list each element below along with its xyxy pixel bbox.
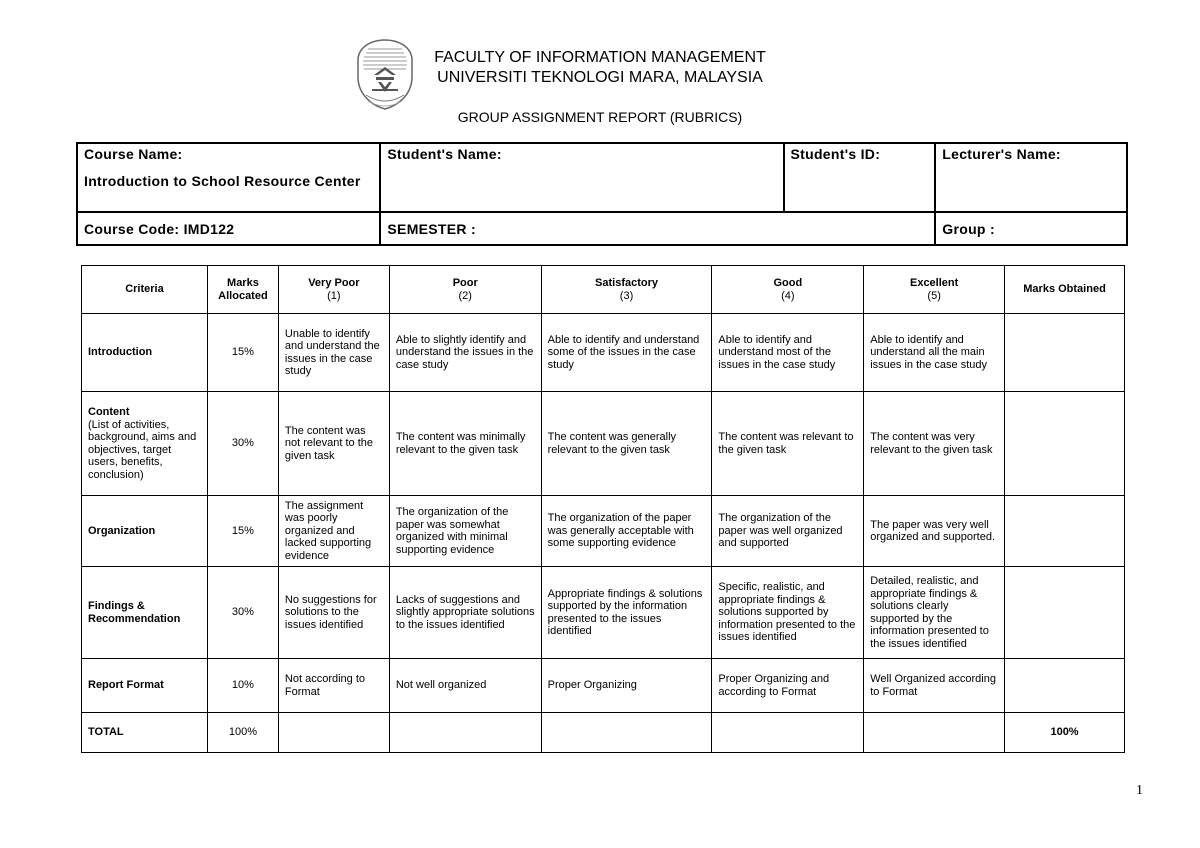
level-cell: Able to slightly identify and understand the issues in the case study	[389, 314, 541, 392]
header-very-poor	[278, 266, 389, 314]
level-cell: Detailed, realistic, and appropriate findings & solutions clearly supported by the information presented to the issues identified	[864, 567, 1005, 659]
student-id-cell[interactable]	[784, 143, 936, 212]
header-score: (2)	[458, 289, 472, 302]
level-cell: Specific, realistic, and appropriate findings & solutions supported by information presented to the issues identified	[712, 567, 864, 659]
level-cell: The content was generally relevant to the given task	[541, 392, 712, 496]
criteria-name: Report Format	[88, 679, 164, 692]
level-cell: Not according to Format	[278, 659, 389, 713]
marks-allocated-cell	[207, 659, 278, 713]
level-cell: Able to identify and understand most of the issues in the case study	[712, 314, 864, 392]
header-satisfactory	[541, 266, 712, 314]
marks-allocated-cell	[207, 392, 278, 496]
marks-value: 30%	[231, 606, 254, 619]
marks-value: 10%	[231, 679, 254, 692]
criteria-name: Organization	[88, 524, 156, 537]
header-score: (5)	[927, 289, 941, 302]
marks-value: 15%	[231, 524, 254, 537]
total-row	[82, 713, 1125, 753]
group-label: Group :	[942, 220, 995, 237]
criteria-cell	[82, 314, 208, 392]
header-marks-obtained	[1005, 266, 1125, 314]
marks-value: 100%	[228, 726, 257, 739]
level-cell: The paper was very well organized and supported.	[864, 496, 1005, 567]
total-label: TOTAL	[88, 726, 124, 739]
level-cell: No suggestions for solutions to the issues identified	[278, 567, 389, 659]
faculty-heading: FACULTY OF INFORMATION MANAGEMENT	[434, 49, 766, 66]
semester-cell[interactable]	[380, 212, 935, 245]
marks-value: 30%	[231, 437, 254, 450]
course-name-cell	[77, 143, 380, 212]
level-cell: The organization of the paper was well organized and supported	[712, 496, 864, 567]
marks-allocated-cell	[207, 496, 278, 567]
level-cell: The content was minimally relevant to the given task	[389, 392, 541, 496]
header-label: Marks Obtained	[1023, 283, 1106, 295]
level-cell: Proper Organizing and according to Format	[712, 659, 864, 713]
table-row	[82, 392, 1125, 496]
header-label: Marks Allocated	[218, 276, 268, 302]
criteria-description: (List of activities, background, aims and objectives, target users, benefits, conclusion)	[88, 418, 197, 481]
course-name-label: Course Name:	[84, 146, 183, 162]
header-label: Good	[773, 276, 803, 289]
level-cell: Not well organized	[389, 659, 541, 713]
table-row	[82, 496, 1125, 567]
level-cell: Unable to identify and understand the issues in the case study	[278, 314, 389, 392]
header-marks-allocated	[207, 266, 278, 314]
level-cell: The content was not relevant to the given task	[278, 392, 389, 496]
criteria-name: Findings & Recommendation	[88, 600, 181, 625]
course-code-cell	[77, 212, 380, 245]
level-cell: Proper Organizing	[541, 659, 712, 713]
criteria-name: Introduction	[88, 346, 153, 359]
criteria-cell	[82, 567, 208, 659]
level-cell	[712, 713, 864, 753]
student-name-label: Student's Name:	[387, 146, 502, 162]
group-cell[interactable]	[935, 212, 1127, 245]
marks-obtained-cell[interactable]	[1005, 659, 1125, 713]
course-code: Course Code: IMD122	[84, 220, 235, 237]
rubric-table	[81, 265, 1125, 753]
marks-obtained-cell[interactable]	[1005, 392, 1125, 496]
criteria-cell	[82, 713, 208, 753]
marks-obtained-cell[interactable]	[1005, 567, 1125, 659]
level-cell: The organization of the paper was generally acceptable with some supporting evidence	[541, 496, 712, 567]
course-info-table	[76, 142, 1128, 246]
table-row	[82, 567, 1125, 659]
header-good	[712, 266, 864, 314]
marks-obtained-cell[interactable]	[1005, 496, 1125, 567]
table-row	[82, 314, 1125, 392]
level-cell: The organization of the paper was somewhat organized with minimal supporting evidence	[389, 496, 541, 567]
header-label: Very Poor	[308, 276, 360, 289]
marks-value: 15%	[231, 346, 254, 359]
report-title: GROUP ASSIGNMENT REPORT (RUBRICS)	[457, 109, 743, 125]
level-cell: Able to identify and understand all the main issues in the case study	[864, 314, 1005, 392]
page-number: 1	[1136, 783, 1143, 798]
marks-obtained-cell[interactable]	[1005, 314, 1125, 392]
level-cell	[541, 713, 712, 753]
header-score: (1)	[327, 289, 341, 302]
marks-obtained-total: 100%	[1005, 713, 1125, 753]
header-label: Excellent	[909, 276, 959, 289]
course-name-value: Introduction to School Resource Center	[84, 173, 361, 189]
criteria-cell	[82, 392, 208, 496]
level-cell: Well Organized according to Format	[864, 659, 1005, 713]
rubric-header-row	[82, 266, 1125, 314]
criteria-cell	[82, 496, 208, 567]
level-cell: Appropriate findings & solutions supported by the information presented to the issues identified	[541, 567, 712, 659]
level-cell: The content was relevant to the given task	[712, 392, 864, 496]
header-criteria	[82, 266, 208, 314]
student-id-label: Student's ID:	[790, 146, 881, 162]
header-score: (3)	[619, 289, 634, 302]
lecturer-name-cell[interactable]	[935, 143, 1127, 212]
header-label: Satisfactory	[595, 276, 659, 289]
header-poor	[389, 266, 541, 314]
header-excellent	[864, 266, 1005, 314]
marks-allocated-cell	[207, 314, 278, 392]
header-score: (4)	[781, 289, 795, 302]
level-cell: Lacks of suggestions and slightly appropriate solutions to the issues identified	[389, 567, 541, 659]
marks-allocated-cell	[207, 567, 278, 659]
lecturer-name-label: Lecturer's Name:	[942, 146, 1061, 162]
header-label: Criteria	[125, 283, 164, 295]
marks-allocated-cell	[207, 713, 278, 753]
level-cell: The assignment was poorly organized and lacked supporting evidence	[278, 496, 389, 567]
level-cell	[864, 713, 1005, 753]
criteria-name: Content	[88, 406, 130, 418]
level-cell	[389, 713, 541, 753]
level-cell: The content was very relevant to the given task	[864, 392, 1005, 496]
level-cell	[278, 713, 389, 753]
header-label: Poor	[452, 276, 478, 289]
level-cell: Able to identify and understand some of the issues in the case study	[541, 314, 712, 392]
university-heading: UNIVERSITI TEKNOLOGI MARA, MALAYSIA	[437, 69, 763, 86]
semester-label: SEMESTER :	[387, 220, 476, 237]
table-row	[82, 659, 1125, 713]
student-name-cell[interactable]	[380, 143, 783, 212]
criteria-cell	[82, 659, 208, 713]
